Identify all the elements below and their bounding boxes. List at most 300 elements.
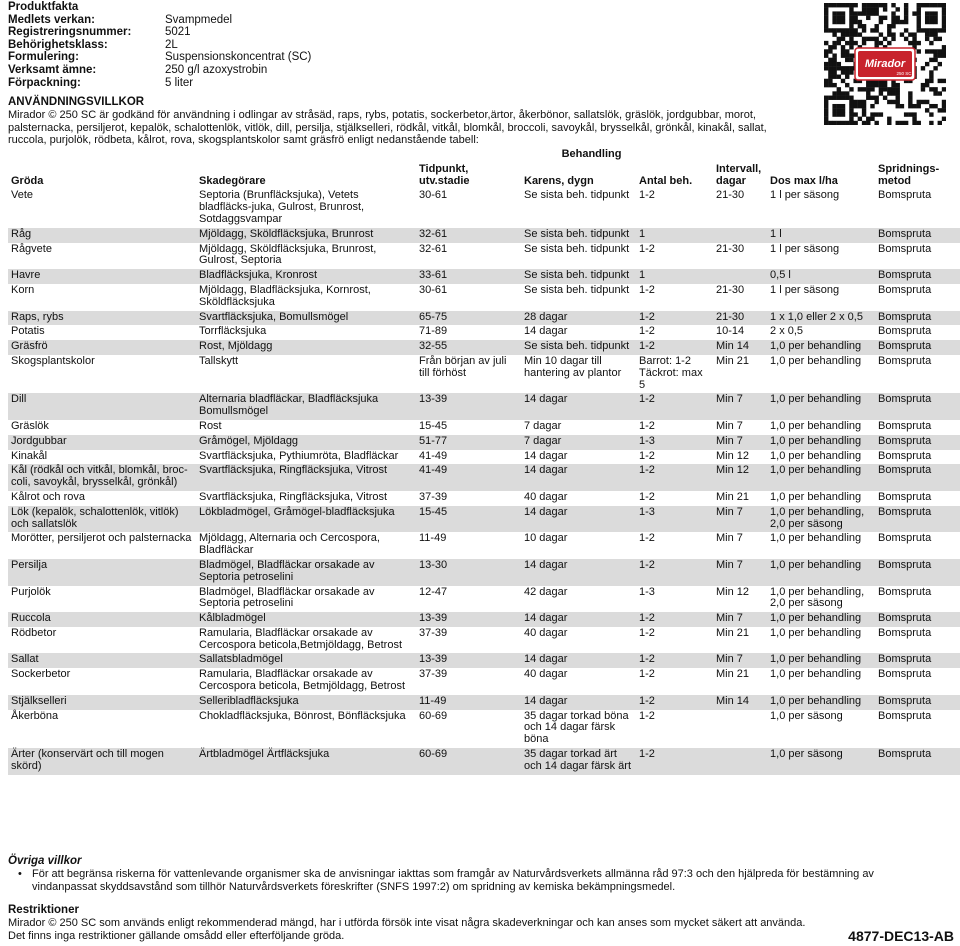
qr-module: [862, 100, 866, 104]
table-row: [8, 612, 960, 627]
cell-interval: Min 12: [716, 585, 750, 598]
qr-module: [841, 108, 845, 112]
table-row: [8, 627, 960, 654]
cell-interval: Min 7: [716, 419, 743, 432]
cell-crop: Havre: [11, 269, 41, 282]
qr-module: [891, 32, 895, 36]
table-row: [8, 748, 960, 775]
qr-module: [912, 112, 916, 116]
fact-label: Medlets verkan:: [8, 13, 95, 26]
qr-module: [849, 87, 853, 91]
crop-table-body: [8, 189, 960, 774]
cell-time: 37-39: [419, 626, 448, 639]
qr-module: [925, 83, 929, 87]
fact-value: 5 liter: [165, 76, 194, 89]
qr-module: [862, 3, 866, 7]
qr-module: [870, 117, 874, 121]
qr-module: [849, 53, 853, 57]
cell-count: 1-2: [639, 325, 655, 338]
qr-module: [879, 87, 883, 91]
cell-karens: 35 dagar torkad böna och 14 dagar färsk böna: [524, 709, 629, 746]
cell-crop: Ärter (konservärt och till mogen skörd): [11, 748, 164, 772]
cell-time: 60-69: [419, 709, 448, 722]
cell-pest: Mjöldagg, Sköldfläcksjuka, Brunrost, Gulrost, Septoria: [199, 242, 377, 267]
table-row: [8, 586, 960, 613]
qr-module: [929, 49, 933, 53]
qr-module: [896, 87, 900, 91]
qr-module: [912, 37, 916, 41]
qr-module: [879, 16, 883, 20]
qr-module: [832, 91, 836, 95]
qr-module: [938, 49, 942, 53]
cell-interval: [713, 710, 767, 748]
qr-module: [845, 58, 849, 62]
cell-count: 1-2: [639, 709, 655, 722]
restrictions-heading: Restriktioner: [8, 904, 79, 916]
col-header-crop: Gröda: [11, 174, 44, 187]
qr-module: [883, 96, 887, 100]
qr-module: [917, 121, 921, 125]
qr-module: [925, 32, 929, 36]
qr-module: [845, 96, 849, 100]
qr-module: [862, 121, 866, 125]
cell-karens: 14 dagar: [524, 558, 568, 571]
cell-crop: Morötter, persiljerot och palsternacka: [11, 532, 192, 545]
crop-table: [8, 148, 960, 775]
qr-module: [849, 66, 853, 70]
table-row: [8, 559, 960, 586]
qr-module: [896, 96, 900, 100]
qr-module: [929, 16, 933, 20]
cell-time: 13-39: [419, 653, 448, 666]
qr-module: [832, 20, 836, 24]
cell-crop: Kinakål: [11, 449, 48, 462]
qr-module: [853, 112, 857, 116]
qr-module: [904, 20, 908, 24]
cell-dose: 1,0 per behandling: [770, 532, 862, 545]
cell-interval: Min 7: [716, 558, 743, 571]
qr-module: [837, 20, 841, 24]
qr-module: [912, 32, 916, 36]
cell-time: 41-49: [419, 464, 448, 477]
qr-module: [942, 104, 946, 108]
cell-crop: Rödbetor: [11, 626, 57, 639]
qr-module: [849, 24, 853, 28]
cell-dose: 1 x 1,0 eller 2 x 0,5: [770, 310, 863, 323]
qr-module: [845, 121, 849, 125]
qr-module: [874, 7, 878, 11]
qr-module: [841, 79, 845, 83]
cell-karens: 14 dagar: [524, 653, 568, 666]
qr-module: [917, 20, 921, 24]
cell-pest: Svartfläcksjuka, Pythiumröta, Bladfläckar: [199, 449, 399, 462]
qr-module: [921, 28, 925, 32]
cell-crop: Jordgubbar: [11, 434, 67, 447]
qr-module: [929, 87, 933, 91]
qr-module: [896, 104, 900, 108]
cell-pest: Ärtbladmögel Ärtfläcksjuka: [199, 748, 330, 761]
cell-time: 15-45: [419, 505, 448, 518]
qr-module: [925, 62, 929, 66]
qr-module: [862, 37, 866, 41]
other-conditions-heading: Övriga villkor: [8, 855, 82, 867]
cell-crop: Potatis: [11, 325, 45, 338]
qr-module: [921, 83, 925, 87]
table-row: [8, 653, 960, 668]
table-row: [8, 710, 960, 748]
cell-time: Från början av juli till förhöst: [419, 354, 507, 379]
qr-module: [858, 100, 862, 104]
cell-count: 1: [639, 227, 646, 240]
qr-module: [870, 112, 874, 116]
qr-module: [908, 112, 912, 116]
cell-method: Bomspruta: [878, 283, 932, 296]
qr-module: [929, 11, 933, 15]
qr-module: [933, 11, 937, 15]
qr-module: [925, 49, 929, 53]
qr-module: [912, 104, 916, 108]
cell-count: 1-2: [639, 449, 655, 462]
qr-module: [883, 3, 887, 7]
cell-crop: Kålrot och rova: [11, 490, 85, 503]
cell-karens: Se sista beh. tidpunkt: [524, 242, 630, 255]
qr-module: [942, 24, 946, 28]
cell-method: Bomspruta: [878, 419, 932, 432]
cell-dose: 1,0 per behandling: [770, 694, 862, 707]
cell-interval: Min 14: [716, 694, 750, 707]
cell-dose: 1,0 per behandling: [770, 464, 862, 477]
qr-module: [828, 96, 832, 100]
table-row: [8, 450, 960, 465]
qr-module: [908, 32, 912, 36]
qr-module: [942, 16, 946, 20]
fact-label: Verksamt ämne:: [8, 63, 97, 76]
qr-module: [929, 32, 933, 36]
col-header-interval: Intervall, dagar: [716, 162, 762, 187]
qr-module: [904, 11, 908, 15]
qr-module: [832, 62, 836, 66]
qr-module: [841, 53, 845, 57]
table-row: [8, 284, 960, 311]
cell-pest: Mjöldagg, Sköldfläcksjuka, Brunrost: [199, 227, 374, 240]
qr-module: [887, 28, 891, 32]
cell-dose: 1 l per säsong: [770, 189, 840, 202]
qr-module: [883, 87, 887, 91]
table-row: [8, 420, 960, 435]
qr-module: [858, 87, 862, 91]
qr-module: [879, 3, 883, 7]
qr-module: [938, 62, 942, 66]
qr-module: [942, 45, 946, 49]
cell-interval: Min 7: [716, 505, 743, 518]
cell-crop: Rågvete: [11, 242, 52, 255]
table-row: [8, 311, 960, 326]
cell-method: Bomspruta: [878, 490, 932, 503]
qr-module: [917, 28, 921, 32]
qr-module: [891, 3, 895, 7]
cell-time: 11-49: [419, 532, 447, 545]
fact-label: Registreringsnummer:: [8, 26, 132, 39]
qr-module: [832, 112, 836, 116]
qr-module: [942, 3, 946, 7]
qr-module: [837, 75, 841, 79]
qr-module: [832, 45, 836, 49]
cell-time: 13-39: [419, 393, 448, 406]
table-row: [8, 393, 960, 420]
cell-karens: Se sista beh. tidpunkt: [524, 189, 630, 202]
qr-module: [925, 37, 929, 41]
cell-dose: 1,0 per behandling: [770, 612, 862, 625]
qr-module: [938, 37, 942, 41]
fact-value: 5021: [165, 26, 191, 39]
cell-time: 37-39: [419, 668, 448, 681]
qr-module: [879, 112, 883, 116]
qr-module: [925, 3, 929, 7]
qr-module: [879, 91, 883, 95]
qr-module: [832, 41, 836, 45]
cell-interval: Min 12: [716, 449, 750, 462]
qr-module: [891, 100, 895, 104]
qr-module: [942, 11, 946, 15]
qr-module: [933, 37, 937, 41]
qr-module: [921, 3, 925, 7]
qr-module: [866, 7, 870, 11]
qr-module: [862, 24, 866, 28]
qr-module: [845, 53, 849, 57]
qr-module: [917, 7, 921, 11]
cell-interval: 10-14: [716, 325, 745, 338]
cell-time: 41-49: [419, 449, 448, 462]
qr-module: [858, 117, 862, 121]
qr-module: [938, 121, 942, 125]
cell-karens: 14 dagar: [524, 464, 568, 477]
cell-method: Bomspruta: [878, 709, 932, 722]
qr-code-icon[interactable]: [824, 3, 946, 125]
cell-crop: Dill: [11, 393, 27, 406]
cell-karens: 40 dagar: [524, 668, 568, 681]
qr-module: [832, 32, 836, 36]
qr-module: [887, 100, 891, 104]
qr-module: [862, 41, 866, 45]
qr-module: [837, 16, 841, 20]
qr-module: [887, 121, 891, 125]
qr-module: [874, 83, 878, 87]
cell-pest: Gråmögel, Mjöldagg: [199, 434, 299, 447]
qr-module: [845, 66, 849, 70]
cell-pest: Mjöldagg, Alternaria och Cercospora, Bladfläckar: [199, 532, 380, 557]
qr-module: [933, 58, 937, 62]
qr-module: [866, 91, 870, 95]
qr-module: [921, 66, 925, 70]
qr-module: [933, 20, 937, 24]
product-facts-list: [8, 14, 311, 90]
qr-module: [874, 24, 878, 28]
cell-interval: Min 7: [716, 612, 743, 625]
qr-module: [904, 3, 908, 7]
cell-interval: Min 21: [716, 354, 750, 367]
cell-interval: Min 14: [716, 340, 750, 353]
cell-karens: Se sista beh. tidpunkt: [524, 227, 630, 240]
qr-module: [929, 58, 933, 62]
qr-module: [917, 49, 921, 53]
cell-karens: 10 dagar: [524, 532, 568, 545]
table-row: [8, 269, 960, 284]
cell-method: Bomspruta: [878, 189, 932, 202]
cell-pest: Chokladfläcksjuka, Bönrost, Bönfläcksjuka: [199, 709, 406, 722]
usage-text: Mirador © 250 SC är godkänd för användning i odlingar av stråsäd, raps, rybs, potatis, sockerbetor,ärtor, åkerbönor, sallatslök, gräslök, jordgubbar, morot, palsternacka, persiljerot, kepalök, schalottenlök, vitlök, dill, persilja, stjälkselleri, rödkål, vitkål, blomkål, broccoli, savoykål, brysselkål, grönkål, kinakål, sallat, ruccola, purjolök, rödbeta, kålrot, rova, skogsplantskolor samt gräsfrö enligt nedanstående tabell:: [8, 109, 767, 147]
cell-time: 51-77: [419, 434, 448, 447]
qr-module: [942, 108, 946, 112]
cell-interval: 21-30: [716, 283, 745, 296]
qr-module: [837, 96, 841, 100]
qr-module: [849, 117, 853, 121]
qr-module: [862, 28, 866, 32]
qr-module: [841, 37, 845, 41]
cell-count: 1-3: [639, 434, 655, 447]
qr-module: [896, 16, 900, 20]
qr-module: [832, 16, 836, 20]
cell-karens: 14 dagar: [524, 612, 568, 625]
qr-module: [824, 100, 828, 104]
cell-method: Bomspruta: [878, 532, 932, 545]
cell-method: Bomspruta: [878, 310, 932, 323]
cell-crop: Skogsplantskolor: [11, 354, 95, 367]
qr-module: [828, 58, 832, 62]
cell-method: Bomspruta: [878, 585, 932, 598]
qr-module: [832, 11, 836, 15]
qr-module: [849, 45, 853, 49]
qr-module: [942, 100, 946, 104]
cell-interval: [713, 269, 767, 284]
qr-module: [925, 79, 929, 83]
qr-module: [891, 11, 895, 15]
qr-module: [858, 11, 862, 15]
cell-pest: Ramularia, Bladfläckar orsakade av Cercospora beticola,Betmjöldagg, Betrost: [199, 626, 402, 651]
qr-module: [845, 75, 849, 79]
qr-module: [887, 24, 891, 28]
qr-module: [866, 96, 870, 100]
qr-module: [853, 16, 857, 20]
qr-module: [938, 79, 942, 83]
qr-module: [862, 11, 866, 15]
cell-dose: 1,0 per behandling: [770, 653, 862, 666]
qr-module: [828, 62, 832, 66]
qr-module: [841, 70, 845, 74]
fact-label: Förpackning:: [8, 76, 81, 89]
qr-module: [891, 16, 895, 20]
qr-module: [870, 87, 874, 91]
cell-crop: Stjälkselleri: [11, 694, 67, 707]
qr-module: [841, 112, 845, 116]
qr-module: [904, 112, 908, 116]
qr-module: [896, 100, 900, 104]
qr-module: [866, 37, 870, 41]
qr-module: [849, 41, 853, 45]
qr-module: [828, 121, 832, 125]
qr-module: [874, 121, 878, 125]
qr-module: [870, 37, 874, 41]
qr-module: [866, 3, 870, 7]
qr-module: [904, 28, 908, 32]
cell-count: 1-2: [639, 653, 655, 666]
qr-module: [904, 7, 908, 11]
cell-time: 13-39: [419, 612, 448, 625]
qr-module: [933, 16, 937, 20]
qr-module: [845, 70, 849, 74]
qr-module: [896, 83, 900, 87]
qr-module: [824, 79, 828, 83]
cell-pest: Rost, Mjöldagg: [199, 340, 273, 353]
cell-interval: Min 21: [716, 626, 750, 639]
qr-module: [908, 91, 912, 95]
qr-module: [925, 20, 929, 24]
cell-method: Bomspruta: [878, 694, 932, 707]
qr-module: [874, 37, 878, 41]
qr-module: [912, 41, 916, 45]
cell-time: 32-61: [419, 242, 448, 255]
qr-module: [837, 28, 841, 32]
qr-module: [837, 66, 841, 70]
qr-module: [828, 28, 832, 32]
cell-interval: Min 21: [716, 490, 750, 503]
qr-module: [841, 96, 845, 100]
qr-module: [933, 91, 937, 95]
qr-module: [862, 104, 866, 108]
qr-module: [841, 16, 845, 20]
cell-crop: Kål (rödkål och vitkål, blomkål, broc-coli, savoykål, brysselkål, grönkål): [11, 464, 188, 489]
cell-count: 1-2: [639, 532, 655, 545]
qr-module: [849, 108, 853, 112]
cell-crop: Sockerbetor: [11, 668, 71, 681]
cell-time: 60-69: [419, 748, 448, 761]
qr-module: [824, 49, 828, 53]
qr-module: [900, 104, 904, 108]
qr-module: [874, 96, 878, 100]
cell-time: 30-61: [419, 189, 448, 202]
qr-module: [841, 45, 845, 49]
cell-dose: 1,0 per behandling: [770, 393, 862, 406]
restrictions-text: [8, 917, 848, 942]
qr-module: [849, 7, 853, 11]
cell-dose: 2 x 0,5: [770, 325, 804, 338]
qr-module: [845, 41, 849, 45]
qr-module: [938, 91, 942, 95]
cell-pest: Svartfläcksjuka, Bomullsmögel: [199, 310, 349, 323]
cell-crop: Lök (kepalök, schalottenlök, vitlök) och sallatslök: [11, 505, 179, 530]
cell-dose: 1,0 per behandling: [770, 434, 862, 447]
qr-module: [900, 32, 904, 36]
qr-module: [858, 104, 862, 108]
cell-karens: Se sista beh. tidpunkt: [524, 269, 630, 282]
cell-dose: 1,0 per behandling: [770, 626, 862, 639]
qr-module: [832, 96, 836, 100]
qr-module: [824, 7, 828, 11]
cell-time: 11-49: [419, 694, 447, 707]
qr-module: [933, 28, 937, 32]
qr-module: [887, 117, 891, 121]
cell-pest: Bladfläcksjuka, Kronrost: [199, 269, 317, 282]
qr-module: [917, 3, 921, 7]
qr-module: [832, 108, 836, 112]
qr-module: [883, 7, 887, 11]
qr-module: [837, 11, 841, 15]
qr-module: [933, 66, 937, 70]
qr-module: [853, 28, 857, 32]
document-code: 4877-DEC13-AB: [848, 928, 954, 944]
cell-crop: Gräsfrö: [11, 340, 48, 353]
restrictions-line: Mirador © 250 SC som används enligt rekommenderad mängd, har i utförda försök inte visat några skadeverkningar och kan anses som mycket säkert att använda.: [8, 917, 806, 929]
qr-module: [942, 79, 946, 83]
